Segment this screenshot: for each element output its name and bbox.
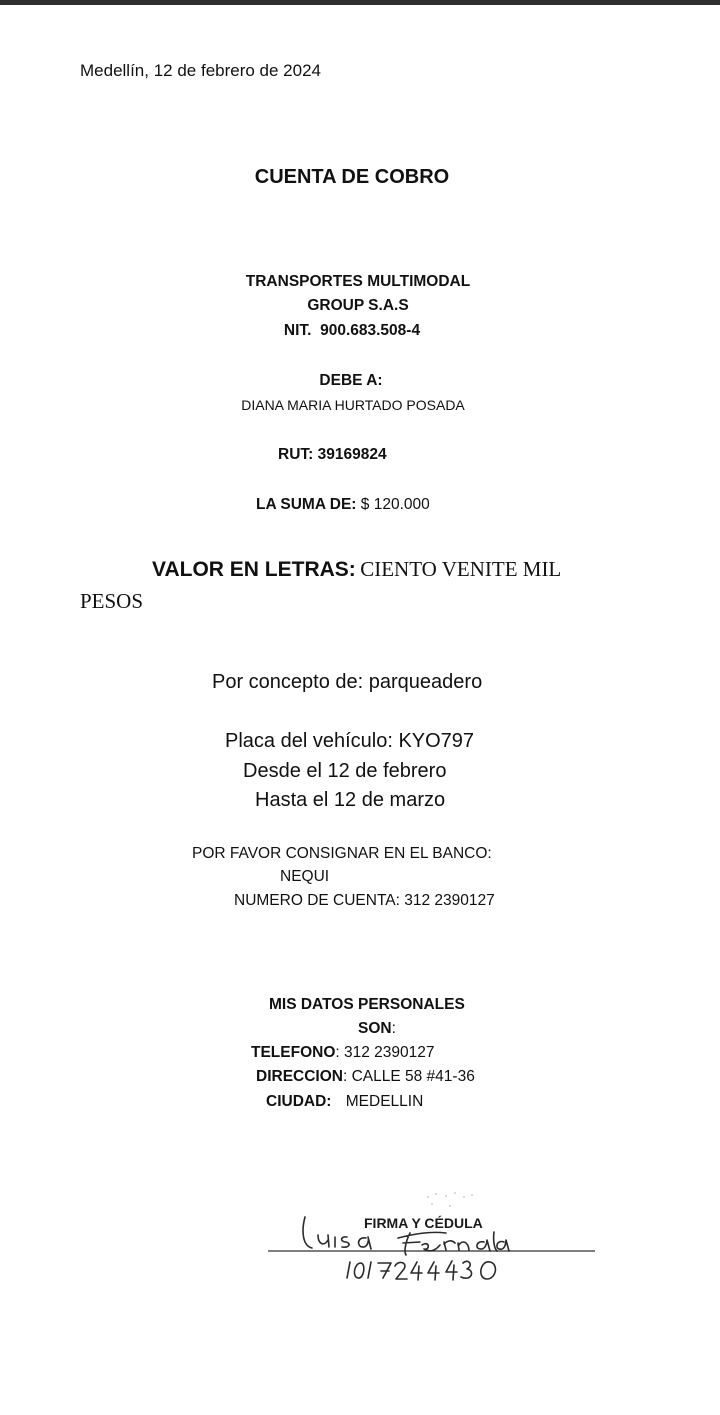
banco-line3: NUMERO DE CUENTA: 312 2390127 [234,892,495,909]
rut: RUT: 39169824 [278,446,387,463]
handwritten-name [303,1217,509,1255]
company-name-line1: TRANSPORTES MULTIMODAL [245,273,471,290]
handwritten-id [347,1261,495,1280]
datos-heading1: MIS DATOS PERSONALES [269,996,465,1013]
stamp-dots [427,1192,473,1207]
place-date: Medellín, 12 de febrero de 2024 [80,61,322,80]
telefono-value: : 312 2390127 [335,1044,435,1061]
banco-line1: POR FAVOR CONSIGNAR EN EL BANCO: [192,845,492,862]
desde: Desde el 12 de febrero [243,760,447,782]
valor-letras-label: VALOR EN LETRAS: [152,558,356,581]
suma-label: LA SUMA DE: [256,496,357,513]
telefono-label: TELEFONO [251,1044,336,1061]
concepto: Por concepto de: parqueadero [212,671,483,693]
debe-a-label: DEBE A: [319,372,383,389]
hasta: Hasta el 12 de marzo [255,789,446,811]
debtor-name: DIANA MARIA HURTADO POSADA [241,397,465,413]
placa: Placa del vehículo: KYO797 [225,730,475,752]
valor-letras-value: CIENTO VENITE MIL [360,557,562,581]
suma-value: $ 120.000 [360,496,430,513]
ciudad-value: MEDELLIN [345,1093,424,1110]
direccion-value: : CALLE 58 #41-36 [342,1068,475,1085]
company-nit: NIT. 900.683.508-4 [283,322,421,339]
signature-label: FIRMA Y CÉDULA [364,1215,483,1231]
company-name-line2: GROUP S.A.S [307,297,409,314]
datos-heading2-colon: : [391,1020,396,1037]
valor-letras-value-cont: PESOS [80,589,144,613]
banco-line2: NEQUI [280,868,330,885]
document-title: CUENTA DE COBRO [254,166,450,188]
datos-heading2-text: SON [358,1020,392,1037]
direccion-label: DIRECCION [256,1068,343,1085]
ciudad-label: CIUDAD: [266,1093,332,1110]
